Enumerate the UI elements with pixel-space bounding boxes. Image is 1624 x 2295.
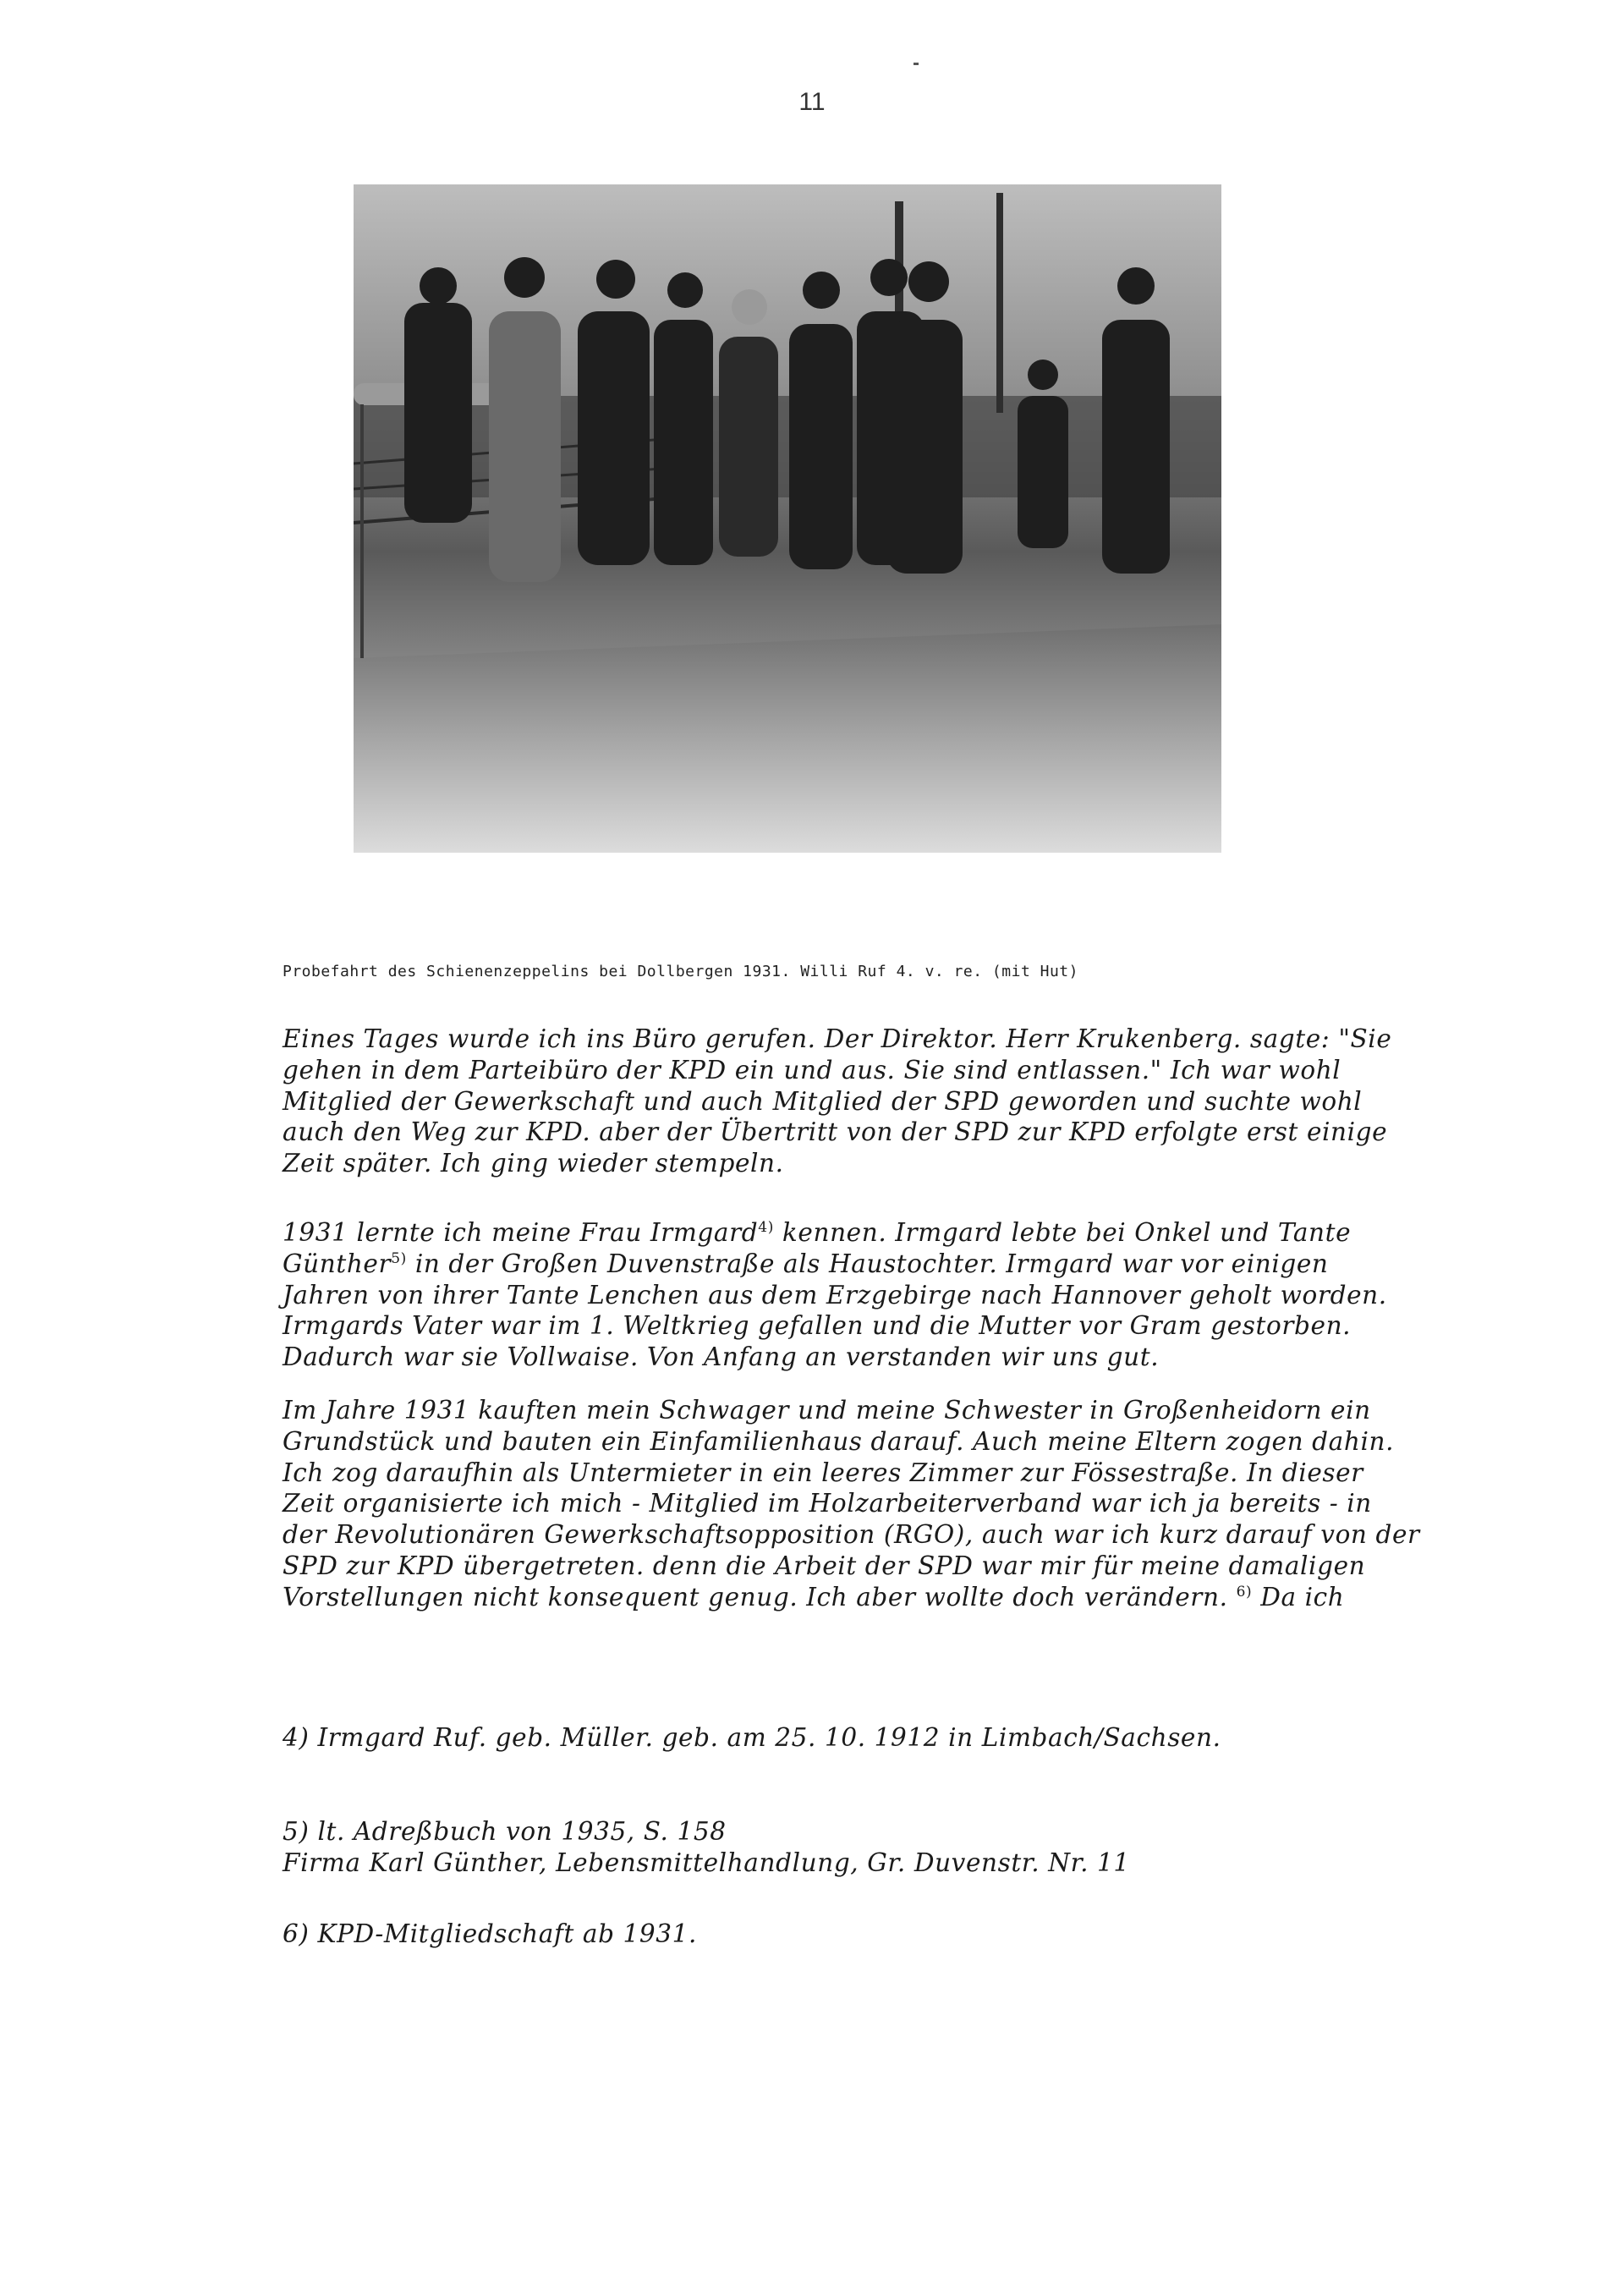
footnote-4 [283, 1722, 1517, 1754]
text-line: Ich zog daraufhin als Untermieter in ein leeres Zimmer zur Fössestraße. In dieser [283, 1458, 1363, 1487]
paragraph-3 [283, 1395, 1517, 1613]
text-line: Dadurch war sie Vollwaise. Von Anfang an verstanden wir uns gut. [283, 1342, 1160, 1372]
footnote-ref-5: 5) [391, 1249, 407, 1267]
text-segment: kennen. Irmgard lebte bei Onkel und Tante [773, 1218, 1352, 1247]
footnote-text: 6) KPD-Mitgliedschaft ab 1931. [283, 1919, 697, 1948]
footnote-text: Firma Karl Günther, Lebensmittelhandlung, Gr. Duvenstr. Nr. 11 [283, 1848, 1130, 1877]
photo-caption: Probefahrt des Schienenzeppelins bei Dollbergen 1931. Willi Ruf 4. v. re. (mit Hut) [283, 963, 1078, 980]
footnote-text: 4) Irmgard Ruf. geb. Müller. geb. am 25. 10. 1912 in Limbach/Sachsen. [283, 1723, 1221, 1752]
footnote-ref-4: 4) [758, 1219, 774, 1237]
paragraph-2 [283, 1217, 1517, 1373]
text-line: Im Jahre 1931 kauften mein Schwager und meine Schwester in Großenheidorn ein [283, 1396, 1371, 1425]
group-photo-image [354, 184, 1221, 853]
text-line: Grundstück und bauten ein Einfamilienhaus darauf. Auch meine Eltern zogen dahin. [283, 1426, 1395, 1456]
historical-photo [354, 184, 1221, 853]
footnote-5 [283, 1816, 1517, 1879]
text-line: SPD zur KPD übergetreten. denn die Arbeit der SPD war mir für meine damaligen [283, 1551, 1366, 1580]
paragraph-1 [283, 1024, 1517, 1179]
page-number: 11 [798, 88, 826, 116]
scan-mark [914, 63, 919, 65]
footnote-ref-6: 6) [1236, 1583, 1253, 1600]
text-line [283, 1249, 1517, 1280]
text-line [283, 1582, 1517, 1613]
text-segment: Da ich [1252, 1582, 1345, 1611]
text-segment: Vorstellungen nicht konsequent genug. Ich aber wollte doch verändern. [283, 1582, 1237, 1611]
text-line: auch den Weg zur KPD. aber der Übertritt von der SPD zur KPD erfolgte erst einige [283, 1117, 1388, 1147]
text-segment: 1931 lernte ich meine Frau Irmgard [283, 1218, 759, 1247]
text-segment: Günther [283, 1249, 392, 1278]
text-line: Zeit später. Ich ging wieder stempeln. [283, 1149, 784, 1178]
text-line: Irmgards Vater war im 1. Weltkrieg gefallen und die Mutter vor Gram gestorben. [283, 1311, 1352, 1341]
text-line: Zeit organisierte ich mich - Mitglied im Holzarbeiterverband war ich ja bereits - in [283, 1489, 1372, 1518]
text-line: Eines Tages wurde ich ins Büro gerufen. Der Direktor. Herr Krukenberg. sagte: "Sie [283, 1024, 1392, 1053]
text-line: gehen in dem Parteibüro der KPD ein und aus. Sie sind entlassen." Ich war wohl [283, 1055, 1341, 1084]
text-line: der Revolutionären Gewerkschaftsopposition (RGO), auch war ich kurz darauf von der [283, 1520, 1420, 1550]
text-line: Jahren von ihrer Tante Lenchen aus dem Erzgebirge nach Hannover geholt worden. [283, 1280, 1387, 1309]
text-line [283, 1217, 1517, 1249]
text-segment: in der Großen Duvenstraße als Haustochter. Irmgard war vor einigen [406, 1249, 1329, 1278]
footnote-6 [283, 1919, 1517, 1950]
footnote-text: 5) lt. Adreßbuch von 1935, S. 158 [283, 1817, 727, 1846]
text-line: Mitglied der Gewerkschaft und auch Mitglied der SPD geworden und suchte wohl [283, 1086, 1363, 1116]
